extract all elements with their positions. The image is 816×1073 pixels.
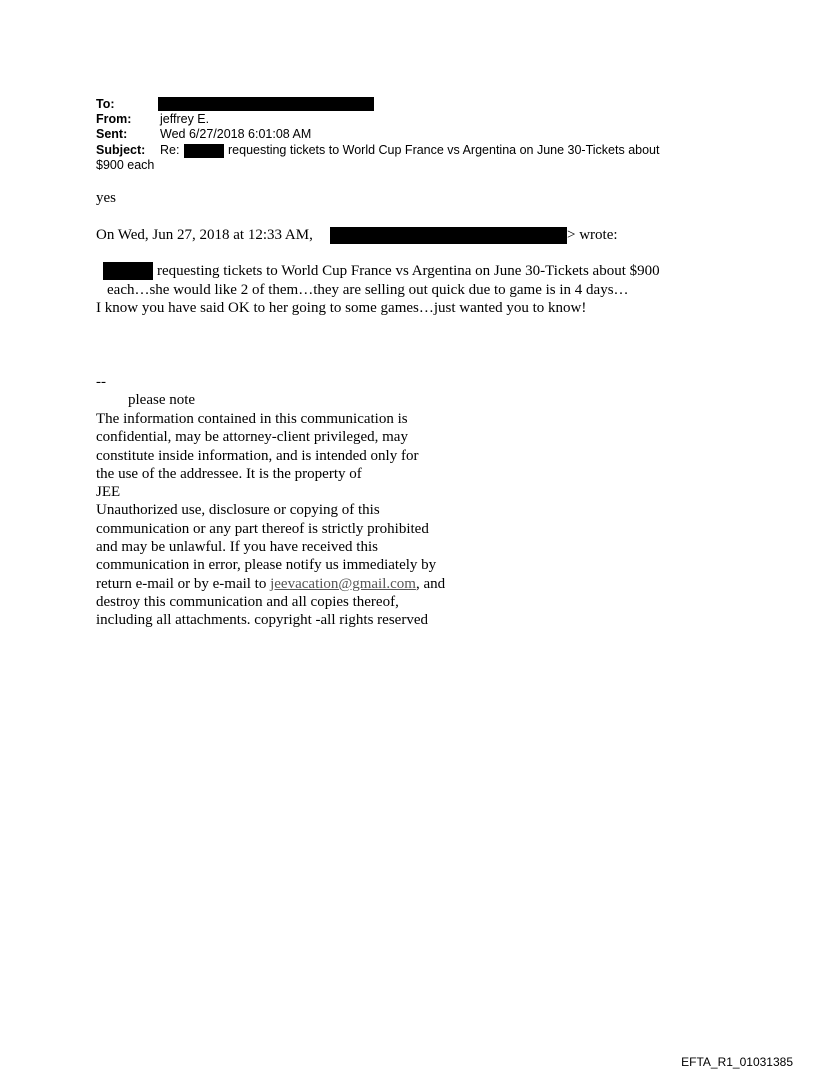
redacted-subject-name xyxy=(184,144,224,158)
disclaimer-line: The information contained in this communication is xyxy=(96,411,408,427)
disclaimer-line: and may be unlawful. If you have received this xyxy=(96,539,378,556)
disclaimer-line: Unauthorized use, disclosure or copying of this xyxy=(96,502,380,519)
redacted-sender xyxy=(330,227,567,244)
quoted-line-3: I know you have said OK to her going to some games…just wanted you to know! xyxy=(96,300,587,316)
disclaimer-line: destroy this communication and all copies thereof, xyxy=(96,593,399,610)
redacted-recipient xyxy=(158,97,374,111)
disclaimer-email-line xyxy=(96,575,445,593)
signature-separator: -- xyxy=(96,374,106,390)
disclaimer-line: including all attachments. copyright -all rights reserved xyxy=(96,612,428,629)
reply-text: yes xyxy=(96,190,116,206)
subject-prefix: Re: xyxy=(160,143,180,157)
subject-text: requesting tickets to World Cup France vs Argentina on June 30-Tickets about xyxy=(228,143,660,157)
sent-value: Wed 6/27/2018 6:01:08 AM xyxy=(160,127,312,141)
email-line-after: , and xyxy=(415,575,446,592)
redacted-quoted-name xyxy=(103,262,153,280)
to-label: To: xyxy=(96,97,115,111)
disclaimer-line: the use of the addressee. It is the property of xyxy=(96,465,362,482)
quoted-line-1: requesting tickets to World Cup France vs Argentina on June 30-Tickets about $900 xyxy=(157,263,660,279)
disclaimer-line: communication in error, please notify us immediately by xyxy=(96,557,437,574)
sent-label: Sent: xyxy=(96,127,128,141)
subject-label: Subject: xyxy=(96,143,146,157)
quote-intro: On Wed, Jun 27, 2018 at 12:33 AM, xyxy=(96,227,313,243)
disclaimer-line: confidential, may be attorney-client privileged, may xyxy=(96,429,408,446)
subject-text-line2: $900 each xyxy=(96,158,155,172)
document-id: EFTA_R1_01031385 xyxy=(681,1055,793,1069)
disclaimer-line: communication or any part thereof is strictly prohibited xyxy=(96,520,429,537)
from-label: From: xyxy=(96,112,132,126)
note-title: please note xyxy=(128,392,196,408)
quoted-line-2: each…she would like 2 of them…they are selling out quick due to game is in 4 days… xyxy=(107,282,629,298)
disclaimer-text xyxy=(96,410,445,630)
quote-intro-end: > wrote: xyxy=(567,227,618,243)
disclaimer-line: constitute inside information, and is intended only for xyxy=(96,447,419,464)
email-line-before: return e-mail or by e-mail to xyxy=(96,575,271,592)
disclaimer-line: JEE xyxy=(96,484,121,501)
from-value: jeffrey E. xyxy=(160,112,210,126)
email-link[interactable]: jeevacation@gmail.com xyxy=(270,575,416,592)
